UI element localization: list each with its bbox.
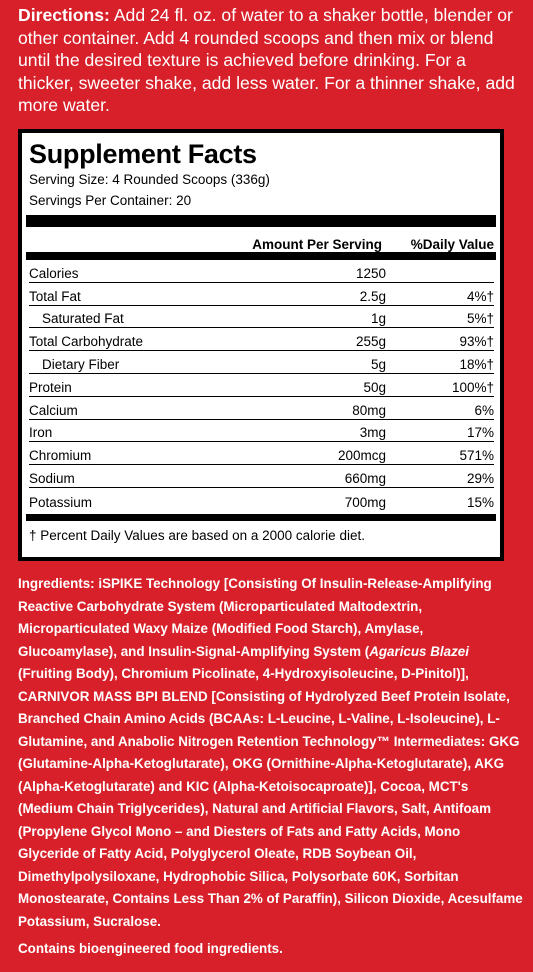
header-amount: Amount Per Serving xyxy=(252,237,382,252)
table-row xyxy=(29,374,494,397)
nutrient-amount: 50g xyxy=(363,379,386,395)
table-header xyxy=(26,227,496,260)
table-row xyxy=(29,306,494,329)
nutrient-dv: 571% xyxy=(459,448,494,464)
nutrient-name: Potassium xyxy=(29,494,93,510)
nutrient-name: Dietary Fiber xyxy=(42,356,120,372)
nutrient-amount: 700mg xyxy=(344,494,386,510)
table-row xyxy=(29,442,494,465)
nutrient-name: Protein xyxy=(29,379,72,395)
nutrient-dv: 6% xyxy=(474,402,494,418)
nutrient-name: Sodium xyxy=(29,470,75,486)
nutrient-amount: 80mg xyxy=(352,402,386,418)
nutrient-name: Iron xyxy=(29,425,53,441)
bioengineered-statement: Contains bioengineered food ingredients. xyxy=(18,941,283,956)
panel-title: Supplement Facts xyxy=(29,139,257,169)
servings-per-container: Servings Per Container: 20 xyxy=(29,193,192,208)
supplement-facts-panel xyxy=(18,129,504,561)
thick-divider xyxy=(26,215,496,227)
table-row xyxy=(29,465,494,488)
directions-body: Add 24 fl. oz. of water to a shaker bottle, blender or other container. Add 4 rounded scoops and then mix or blend until the desired texture is achieved before drinking. For a thicker, sweeter shake, add less water. For a thinner shake, add more water. xyxy=(18,5,515,115)
table-row xyxy=(29,328,494,351)
table-row xyxy=(29,260,494,283)
nutrient-amount: 2.5g xyxy=(359,288,386,304)
directions-text xyxy=(18,4,523,117)
nutrient-dv: 4%† xyxy=(466,288,494,304)
nutrient-amount: 5g xyxy=(370,356,386,372)
nutrient-dv: 17% xyxy=(466,425,494,441)
nutrient-dv: 18%† xyxy=(459,356,494,372)
ingredients-part-2: (Fruiting Body), Chromium Picolinate, 4-Hydroxyisoleucine, D-Pinitol)], CARNIVOR MASS BPI BLEND [Consisting of Hydrolyzed Beef Protein Isolate, Branched Chain Amino Acids (BCAAs: L-Leucine, L-Valine, L-Isoleucine), L-Glutamine, and Anabolic Nitrogen Retention Technology™ Intermediates: GKG (Glutamine-Alpha-Ketoglutarate), OKG (Ornithine-Alpha-Ketoglutarate), AKG (Alpha-Ketoglutarate) and KIC (Alpha-Ketoisocaproate)], Cocoa, MCT's (Medium Chain Triglycerides), Natural and Artificial Flavors, Salt, Antifoam (Propylene Glycol Mono – and Diesters of Fats and Fatty Acids, Mono Glyceride of Fatty Acid, Polyglycerol Oleate, RDB Soybean Oil, Dimethylpolysiloxane, Hydrophobic Silica, Polysorbate 60K, Sorbitan Monostearate, Contains Less Than 2% of Paraffin), Silicon Dioxide, Acesulfame Potassium, Sucralose. xyxy=(18,666,523,929)
nutrient-name: Total Fat xyxy=(29,288,81,304)
nutrient-name: Saturated Fat xyxy=(42,311,124,327)
ingredients-text xyxy=(18,573,523,933)
nutrient-amount: 200mcg xyxy=(337,448,386,464)
daily-value-footnote: † Percent Daily Values are based on a 2000 calorie diet. xyxy=(29,527,365,543)
nutrient-dv: 93%† xyxy=(459,334,494,350)
directions-label: Directions: xyxy=(18,5,110,25)
table-row xyxy=(29,420,494,443)
nutrient-name: Total Carbohydrate xyxy=(29,334,144,350)
nutrient-name: Calories xyxy=(29,265,79,281)
nutrient-amount: 3mg xyxy=(359,425,386,441)
nutrient-dv: 15% xyxy=(466,494,494,510)
nutrient-name: Calcium xyxy=(29,402,78,418)
nutrient-amount: 1g xyxy=(370,311,386,327)
table-row xyxy=(29,397,494,420)
nutrient-amount: 1250 xyxy=(355,265,386,281)
table-row xyxy=(29,283,494,306)
nutrient-amount: 255g xyxy=(355,334,386,350)
nutrient-dv: 5%† xyxy=(466,311,494,327)
ingredients-part-1: Ingredients: iSPIKE Technology [Consisting Of Insulin-Release-Amplifying Reactive Carbohydrate System (Microparticulated Maltodextrin, Microparticulated Waxy Maize (Modified Food Starch), Amylase, Glucoamylase), and Insulin-Signal-Amplifying System ( xyxy=(18,576,492,659)
table-row xyxy=(29,488,494,511)
table-row xyxy=(29,351,494,374)
nutrient-dv: 29% xyxy=(466,470,494,486)
nutrient-name: Chromium xyxy=(29,448,92,464)
bottom-divider xyxy=(26,514,496,521)
ingredients-italic: Agaricus Blazei xyxy=(369,643,469,659)
header-daily-value: %Daily Value xyxy=(410,237,494,252)
nutrient-dv: 100%† xyxy=(451,379,494,395)
nutrient-amount: 660mg xyxy=(344,470,386,486)
serving-size: Serving Size: 4 Rounded Scoops (336g) xyxy=(29,172,270,187)
